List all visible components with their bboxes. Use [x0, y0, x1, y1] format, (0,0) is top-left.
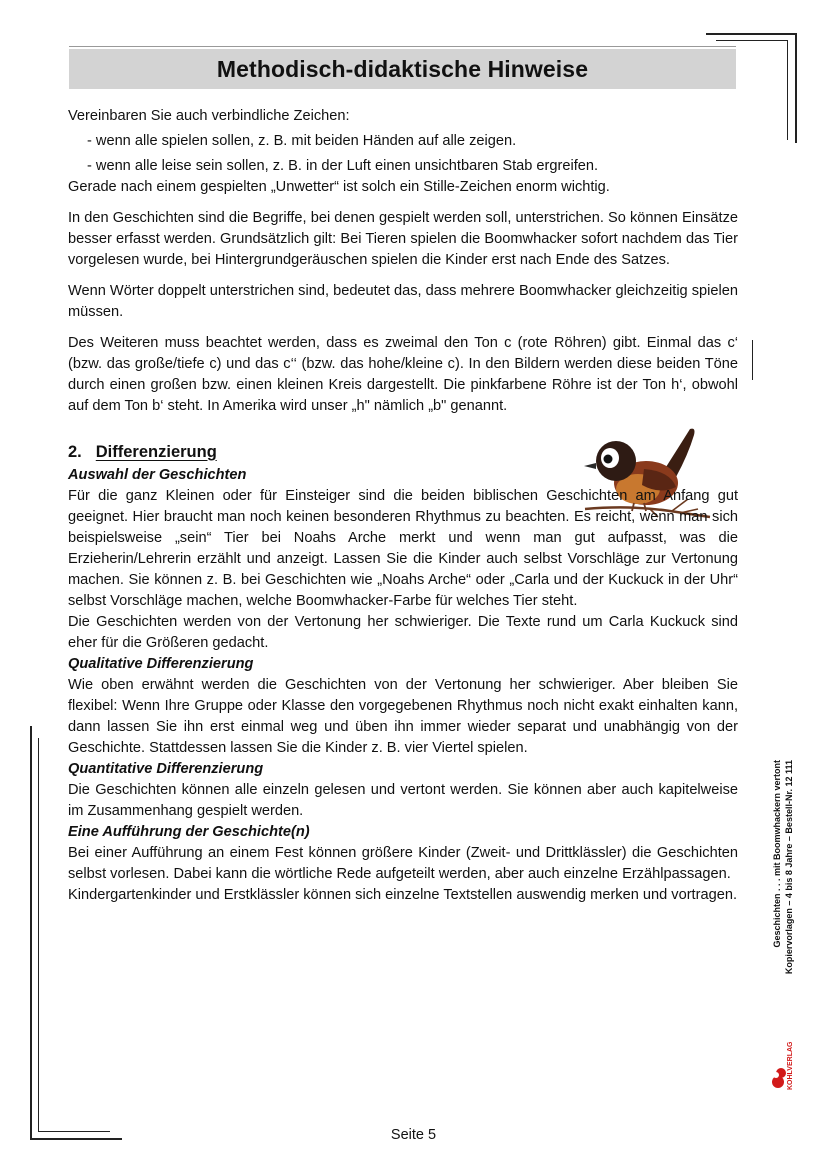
frame-corner-top-right-h2: [716, 40, 788, 41]
frame-corner-top-right-h: [706, 33, 796, 35]
logo-text: KOHLVERLAG: [787, 1041, 794, 1090]
page-number: Seite 5: [390, 1127, 437, 1143]
paragraph-double-underlined: Wenn Wörter doppelt unterstrichen sind, bedeutet das, dass mehrere Boomwhacker gleichzeitig spielen müssen.: [68, 283, 738, 320]
intro-bullet-2: - wenn alle leise sein sollen, z. B. in der Luft einen unsichtbaren Stab ergreifen.: [87, 158, 599, 174]
frame-corner-bottom-left-v: [30, 726, 32, 1140]
frame-corner-top-right-v2: [787, 40, 788, 140]
sidebar-line-1: Geschichten . . . mit Boomwhackern vertont: [772, 760, 782, 948]
paragraph-auffuehrung-1: Bei einer Aufführung an einem Fest können größere Kinder (Zweit- und Drittklässler) die Geschichten selbst vorlesen. Dabei kann die wörtliche Rede aufgeteilt werden, aber auch einzelne Erzählpassagen.: [68, 845, 738, 882]
frame-corner-bottom-left-v2: [38, 738, 39, 1132]
intro-bullet-1: - wenn alle spielen sollen, z. B. mit beiden Händen auf alle zeigen.: [87, 133, 517, 149]
frame-right-mid-v: [752, 340, 753, 380]
sidebar-publication-info: [772, 760, 810, 1020]
paragraph-auswahl-2: Die Geschichten werden von der Vertonung her schwieriger. Die Texte rund um Carla Kuckuck sind eher für die Größeren gedacht.: [68, 614, 738, 651]
page-title: Methodisch-didaktische Hinweise: [216, 55, 589, 82]
subheading-quantitativ: Quantitative Differenzierung: [68, 761, 264, 777]
intro-note: Gerade nach einem gespielten „Unwetter“ ist solch ein Stille-Zeichen enorm wichtig.: [68, 179, 610, 195]
paragraph-quantitativ: Die Geschichten können alle einzeln gelesen und vertont werden. Sie können aber auch kapitelweise im Zusammenhang gespielt werden.: [68, 782, 738, 819]
section-title: Differenzierung: [95, 442, 217, 461]
intro-text: Vereinbaren Sie auch verbindliche Zeichen:: [68, 108, 350, 124]
subheading-auswahl: Auswahl der Geschichten: [68, 467, 247, 483]
frame-top-line: [69, 46, 736, 47]
paragraph-auffuehrung-2: Kindergartenkinder und Erstklässler können sich einzelne Textstellen auswendig merken und vortragen.: [68, 887, 737, 903]
subheading-auffuehrung: Eine Aufführung der Geschichte(n): [68, 824, 310, 840]
paragraph-auswahl-1: Für die ganz Kleinen oder für Einsteiger sind die beiden biblischen Geschichten am Anfang gut geeignet. Hier braucht man noch keinen besonderen Rhythmus zu beachten. Es reicht, wenn man sich beispielsweise „sein“ Tier bei Noahs Arche merkt und wenn man gut aufpasst, was die Erzieherin/Lehrerin erzählt und anzeigt. Lassen Sie die Kinder auch selbst Vorschläge zur Vertonung machen. Sie können z. B. bei Geschichten wie „Noahs Arche“ oder „Carla und der Kuckuck in der Uhr“ selbst Vorschläge machen, welche Boomwhacker-Farbe für welches Tier steht.: [68, 488, 738, 609]
logo-mark-3: [773, 1072, 779, 1078]
frame-corner-top-right-v: [795, 33, 797, 143]
section-heading: [68, 439, 738, 465]
section-number: 2.: [68, 442, 82, 461]
title-bar: [69, 49, 736, 89]
sidebar-line-2: Kopiervorlagen – 4 bis 8 Jahre – Bestell-Nr. 12 111: [783, 760, 794, 975]
sidebar-text: [772, 760, 810, 1020]
publisher-logo: [770, 1030, 800, 1092]
paragraph-underlined-terms: In den Geschichten sind die Begriffe, bei denen gespielt werden soll, unterstrichen. So können Einsätze besser erfasst werden. Grundsätzlich gilt: Bei Tieren spielen die Boomwhacker sofort nachdem das Tier vorgelesen wurde, bei Hintergrundgeräuschen spielen die Kinder erst nach Ende des Satzes.: [68, 210, 738, 268]
subheading-qualitativ: Qualitative Differenzierung: [68, 656, 254, 672]
paragraph-tones: Des Weiteren muss beachtet werden, dass es zweimal den Ton c (rote Röhren) gibt. Einmal das c‘ (bzw. das große/tiefe c) und das c‘‘ (bzw. das hohe/kleine c). In den Bildern werden diese beiden Töne durch einen großen bzw. einen kleinen Kreis dargestellt. Die pinkfarbene Röhre ist der Ton h‘, obwohl auf dem Ton b‘ steht. In Amerika wird unser „h" nämlich „b" genannt.: [68, 335, 738, 414]
main-content: [68, 106, 738, 906]
paragraph-qualitativ: Wie oben erwähnt werden die Geschichten von der Vertonung her schwieriger. Aber bleiben Sie flexibel: Wenn Ihre Gruppe oder Klasse den vorgegebenen Rhythmus noch nicht exakt einhalten kann, dann lassen Sie ihn erst einmal weg und üben ihn immer wieder separat und unabhängig von der Geschichte. Stattdessen lassen Sie die Kinder z. B. vier Viertel spielen.: [68, 677, 738, 756]
